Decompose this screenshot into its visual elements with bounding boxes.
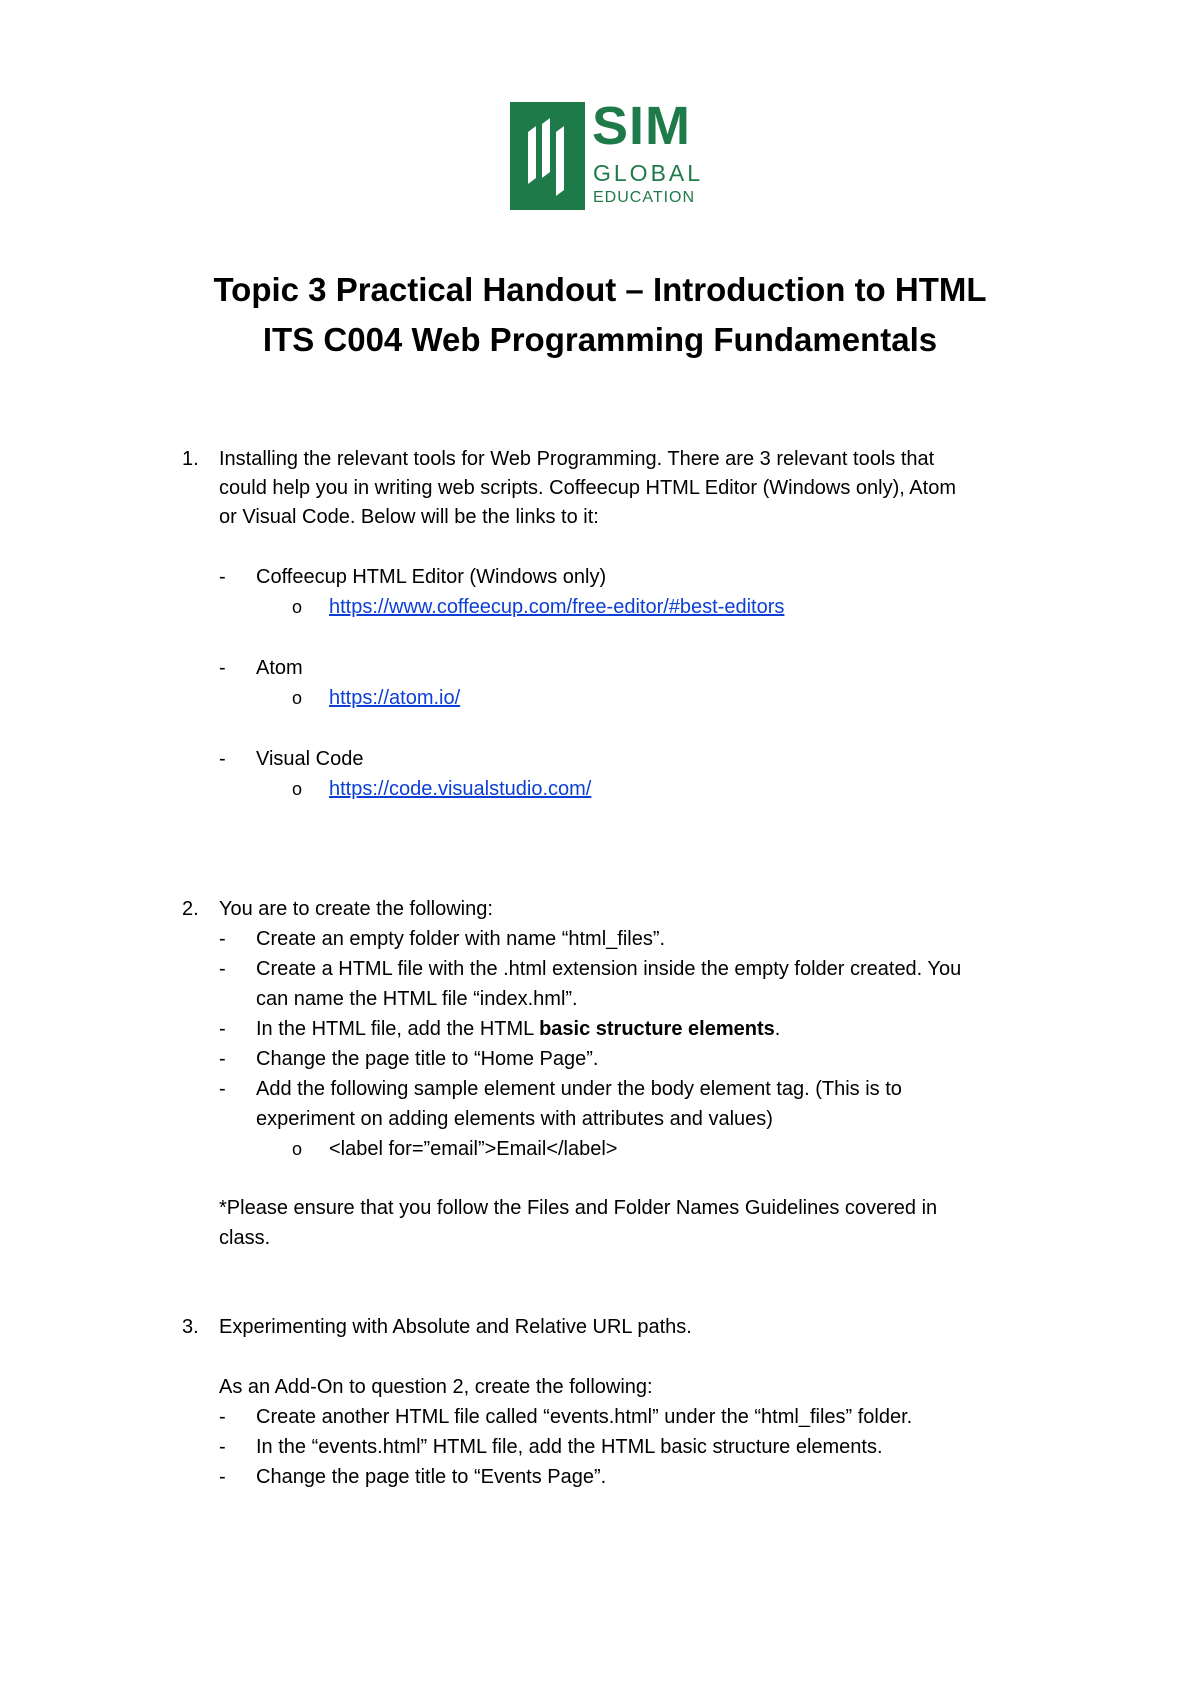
q3-addon: As an Add-On to question 2, create the following: [219,1376,653,1398]
q3-number: 3. [182,1316,199,1338]
q2-item-3-dash: - [219,1018,226,1040]
q2-sample-element: <label for=”email”>Email</label> [329,1138,618,1160]
q1-line-3: or Visual Code. Below will be the links to it: [219,506,599,528]
q2-item-1-dash: - [219,928,226,950]
q3-item-1-dash: - [219,1406,226,1428]
course-title: ITS C004 Web Programming Fundamentals [262,321,938,358]
q2-item-2-line-1: Create a HTML file with the .html extension inside the empty folder created. You [256,958,962,980]
q2-item-5-dash: - [219,1078,226,1100]
tool-1-bullet: o [292,597,303,617]
tool-name-atom: Atom [256,657,303,679]
logo-sim-text: SIM [592,96,692,156]
tool-2-bullet: o [292,688,303,708]
logo-education-text: EDUCATION [593,189,696,206]
q3-item-2: In the “events.html” HTML file, add the HTML basic structure elements. [256,1436,883,1458]
q3-item-2-dash: - [219,1436,226,1458]
q2-item-3-period: . [774,1018,781,1040]
q2-number: 2. [182,898,199,920]
q2-item-3-bold: basic structure elements [539,1018,775,1040]
q3-item-3: Change the page title to “Events Page”. [256,1466,607,1488]
q2-sub-bullet: o [292,1139,303,1159]
link-atom[interactable]: https://atom.io/ [329,687,461,709]
q2-intro: You are to create the following: [219,898,493,920]
q2-item-4: Change the page title to “Home Page”. [256,1048,599,1070]
sim-logo-mark-icon [510,102,585,210]
tool-3-dash: - [219,748,226,770]
tool-1-dash: - [219,566,226,588]
q2-item-3-text: In the HTML file, add the HTML [256,1018,540,1040]
q1-line-1: Installing the relevant tools for Web Programming. There are 3 relevant tools that [219,448,935,470]
q2-note-line-1: *Please ensure that you follow the Files and Folder Names Guidelines covered in [219,1197,938,1219]
logo-global-text: GLOBAL [593,160,704,186]
q2-item-2-line-2: can name the HTML file “index.hml”. [256,988,578,1010]
q2-item-5-line-1: Add the following sample element under the body element tag. (This is to [256,1078,902,1100]
q2-item-2-dash: - [219,958,226,980]
link-visual-code[interactable]: https://code.visualstudio.com/ [329,778,592,800]
q2-item-5-line-2: experiment on adding elements with attributes and values) [256,1108,773,1130]
tool-name-coffeecup: Coffeecup HTML Editor (Windows only) [256,566,607,588]
q1-number: 1. [182,448,199,470]
document-title: Topic 3 Practical Handout – Introduction to HTML [213,271,987,308]
q1-line-2: could help you in writing web scripts. Coffeecup HTML Editor (Windows only), Atom [219,477,956,499]
tool-3-bullet: o [292,779,303,799]
link-coffeecup[interactable]: https://www.coffeecup.com/free-editor/#best-editors [329,596,785,618]
tool-2-dash: - [219,657,226,679]
q2-item-3 [256,1016,780,1042]
q3-item-1: Create another HTML file called “events.html” under the “html_files” folder. [256,1406,913,1428]
q2-item-4-dash: - [219,1048,226,1070]
tool-name-visual-code: Visual Code [256,748,364,770]
sim-logo [510,96,704,210]
q2-note-line-2: class. [219,1227,271,1249]
q2-item-1: Create an empty folder with name “html_files”. [256,928,666,950]
q3-intro: Experimenting with Absolute and Relative URL paths. [219,1316,692,1338]
q3-item-3-dash: - [219,1466,226,1488]
